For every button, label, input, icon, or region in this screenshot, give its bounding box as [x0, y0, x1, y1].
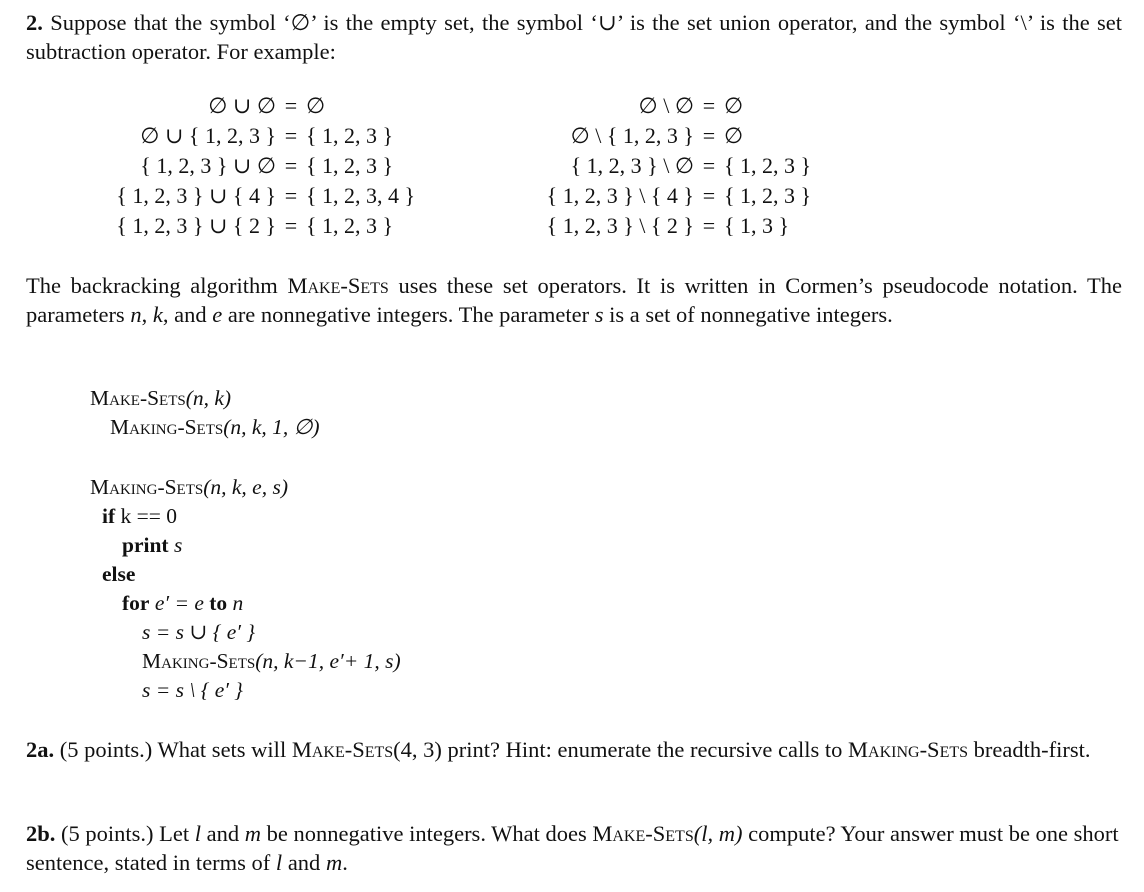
- code-func-name: Making-Sets: [142, 649, 256, 673]
- question-label: 2b.: [26, 821, 56, 846]
- problem-number: 2.: [26, 10, 43, 35]
- algo-name: Make-Sets: [287, 273, 389, 298]
- code-line: [90, 413, 320, 442]
- code-line: [90, 531, 401, 560]
- param-e: e: [212, 302, 223, 327]
- subtraction_examples-row: [504, 181, 854, 211]
- equals-sign: =: [702, 213, 716, 238]
- param-s: s: [594, 302, 604, 327]
- question-text: compute? Your answer must be one short sentence, stated in terms of: [26, 821, 1119, 875]
- union_examples-row: [86, 181, 456, 211]
- question-text: .: [342, 850, 348, 875]
- param-n: n: [130, 302, 142, 327]
- code-expr: k == 0: [120, 504, 178, 528]
- question-label: 2a.: [26, 737, 55, 762]
- code-keyword: for: [122, 591, 150, 615]
- code-expr: e′ = e: [154, 591, 204, 615]
- param-m: m: [244, 821, 262, 846]
- subtraction_examples-row: [504, 211, 854, 241]
- description-text: The backracking algorithm: [26, 273, 278, 298]
- equation-lhs: ∅ ∪ ∅: [208, 93, 276, 118]
- union_examples-row: [86, 151, 456, 181]
- problem-intro-line2: ‘\’ is the set subtraction operator. For example:: [26, 10, 1122, 64]
- question-2b: [26, 819, 1122, 877]
- problem-intro-line1: Suppose that the symbol ‘∅’ is the empty set, the symbol ‘∪’ is the set union operator, and the symbol: [50, 10, 1006, 35]
- question-text: (5 points.) Let: [61, 821, 190, 846]
- equals-sign: =: [702, 183, 716, 208]
- question-text: be nonnegative integers. What does: [266, 821, 587, 846]
- equals-sign: =: [702, 153, 716, 178]
- equation-rhs: ∅: [724, 93, 744, 118]
- param-m: m: [325, 850, 343, 875]
- make-sets-code: [90, 384, 320, 442]
- union_examples-row: [86, 211, 456, 241]
- subtraction_examples-row: [504, 151, 854, 181]
- algo-name: Making-Sets: [848, 737, 969, 762]
- code-line: [90, 676, 401, 705]
- equation-lhs: ∅ \ ∅: [638, 93, 694, 118]
- equation-rhs: { 1, 2, 3, 4 }: [306, 183, 416, 208]
- union-examples: [86, 91, 456, 241]
- equals-sign: =: [284, 213, 298, 238]
- equation-rhs: { 1, 2, 3 }: [306, 213, 394, 238]
- code-line: [90, 473, 401, 502]
- equation-lhs: { 1, 2, 3 } ∪ { 2 }: [116, 213, 276, 238]
- equation-lhs: { 1, 2, 3 } \ ∅: [570, 153, 694, 178]
- equation-lhs: { 1, 2, 3 } \ { 4 }: [546, 183, 694, 208]
- question-text: breadth-first.: [973, 737, 1091, 762]
- description-text: ,: [141, 302, 148, 327]
- equals-sign: =: [284, 153, 298, 178]
- description-text: , and: [162, 302, 207, 327]
- equation-rhs: { 1, 3 }: [724, 213, 790, 238]
- code-keyword: to: [209, 591, 228, 615]
- subtraction-examples: [504, 91, 854, 241]
- code-expr: s = s \ { e′ }: [142, 678, 243, 702]
- equals-sign: =: [284, 183, 298, 208]
- code-func-name: Make-Sets: [90, 386, 186, 410]
- algorithm-description: [26, 271, 1122, 329]
- code-expr: n: [232, 591, 244, 615]
- description-text: uses these set operators. It is written in Cormen’s pseudocode notation. The parameters: [26, 273, 1122, 327]
- problem-intro: [26, 8, 1122, 66]
- code-line: [90, 618, 401, 647]
- code-expr: s: [173, 533, 183, 557]
- param-l: l: [275, 850, 283, 875]
- union_examples-row: [86, 121, 456, 151]
- question-text: and: [287, 850, 321, 875]
- equals-sign: =: [284, 123, 298, 148]
- code-line: [90, 502, 401, 531]
- equation-rhs: { 1, 2, 3 }: [724, 183, 812, 208]
- code-line: [90, 647, 401, 676]
- equation-rhs: ∅: [724, 123, 744, 148]
- question-text: (5 points.) What sets will: [59, 737, 287, 762]
- code-func-name: Making-Sets: [90, 475, 204, 499]
- equation-lhs: ∅ \ { 1, 2, 3 }: [570, 123, 694, 148]
- equals-sign: =: [702, 93, 716, 118]
- code-keyword: print: [122, 533, 169, 557]
- algo-name: Make-Sets: [291, 737, 394, 762]
- question-text: and: [206, 821, 240, 846]
- equation-lhs: { 1, 2, 3 } ∪ ∅: [140, 153, 276, 178]
- code-args: (n, k, 1, ∅): [223, 415, 320, 439]
- code-args: (n, k−1, e′+ 1, s): [255, 649, 401, 673]
- subtraction_examples-row: [504, 91, 854, 121]
- subtraction_examples-row: [504, 121, 854, 151]
- code-keyword: else: [102, 562, 136, 586]
- question-text: (4, 3) print? Hint: enumerate the recursive calls to: [393, 737, 843, 762]
- question-2a: [26, 735, 1122, 764]
- equals-sign: =: [284, 93, 298, 118]
- code-args: (l, m): [693, 821, 743, 846]
- equation-rhs: ∅: [306, 93, 326, 118]
- code-func-name: Making-Sets: [110, 415, 224, 439]
- code-line: [90, 560, 401, 589]
- code-keyword: if: [102, 504, 116, 528]
- code-args: (n, k, e, s): [203, 475, 289, 499]
- equation-lhs: { 1, 2, 3 } \ { 2 }: [546, 213, 694, 238]
- equation-rhs: { 1, 2, 3 }: [306, 153, 394, 178]
- equals-sign: =: [702, 123, 716, 148]
- equation-rhs: { 1, 2, 3 }: [306, 123, 394, 148]
- description-text: is a set of nonnegative integers.: [609, 302, 893, 327]
- equation-lhs: ∅ ∪ { 1, 2, 3 }: [140, 123, 276, 148]
- param-l: l: [194, 821, 202, 846]
- code-args: (n, k): [185, 386, 232, 410]
- code-line: [90, 384, 320, 413]
- equation-lhs: { 1, 2, 3 } ∪ { 4 }: [116, 183, 276, 208]
- param-k: k: [152, 302, 163, 327]
- description-text: are nonnegative integers. The parameter: [227, 302, 590, 327]
- algo-name: Make-Sets: [592, 821, 694, 846]
- union_examples-row: [86, 91, 456, 121]
- equation-rhs: { 1, 2, 3 }: [724, 153, 812, 178]
- making-sets-code: [90, 473, 401, 705]
- code-line: [90, 589, 401, 618]
- code-expr: s = s ∪ { e′ }: [142, 620, 255, 644]
